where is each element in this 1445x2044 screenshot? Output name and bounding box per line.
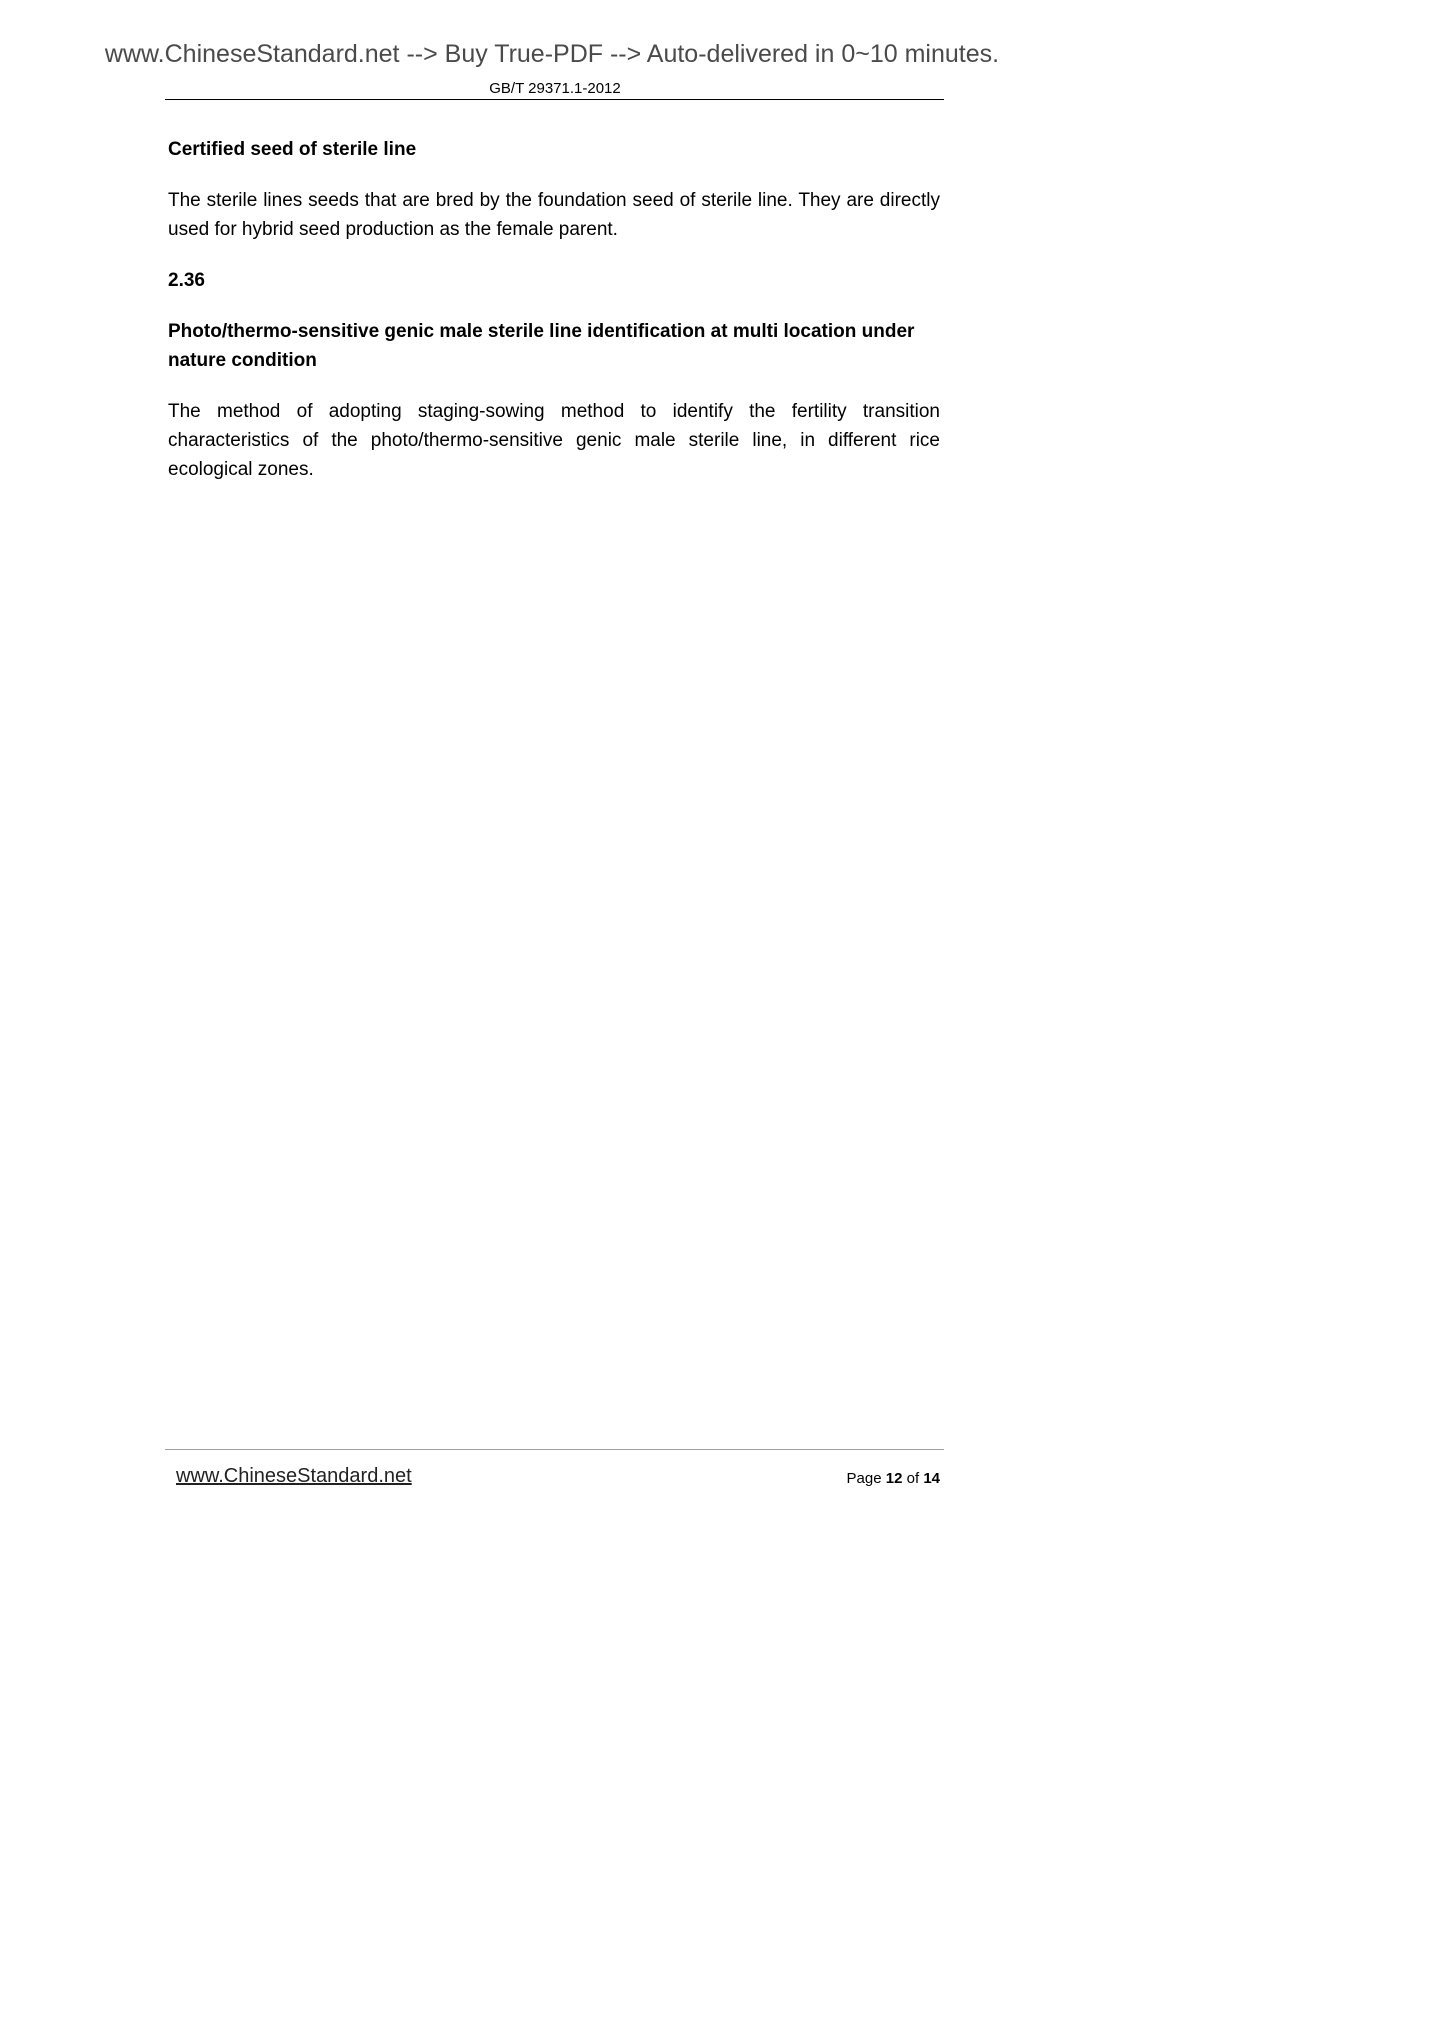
footer-divider [165, 1449, 944, 1450]
page-indicator [847, 1471, 940, 1486]
term-definition: The sterile lines seeds that are bred by the foundation seed of sterile line. They are directly used for hybrid seed production as the female parent. [168, 190, 940, 240]
term-definition: The method of adopting staging-sowing method to identify the fertility transition characteristics of the photo/thermo-sensitive genic male sterile line, in different rice ecological zones. [168, 401, 940, 480]
page-of: of [906, 1470, 920, 1487]
term-title: Photo/thermo-sensitive genic male sterile line identification at multi location under nature condition [168, 321, 915, 371]
footer-site-link[interactable]: www.ChineseStandard.net [176, 1465, 412, 1487]
document-code: GB/T 29371.1-2012 [489, 80, 621, 97]
term-title: Certified seed of sterile line [168, 139, 417, 160]
page-total: 14 [923, 1470, 940, 1487]
document-body [168, 135, 940, 484]
site-banner: www.ChineseStandard.net --> Buy True-PDF --> Auto-delivered in 0~10 minutes. [104, 40, 1000, 68]
page-current: 12 [885, 1470, 903, 1487]
clause-number: 2.36 [168, 270, 205, 291]
header-divider [165, 99, 944, 100]
page-word: Page [846, 1470, 882, 1487]
